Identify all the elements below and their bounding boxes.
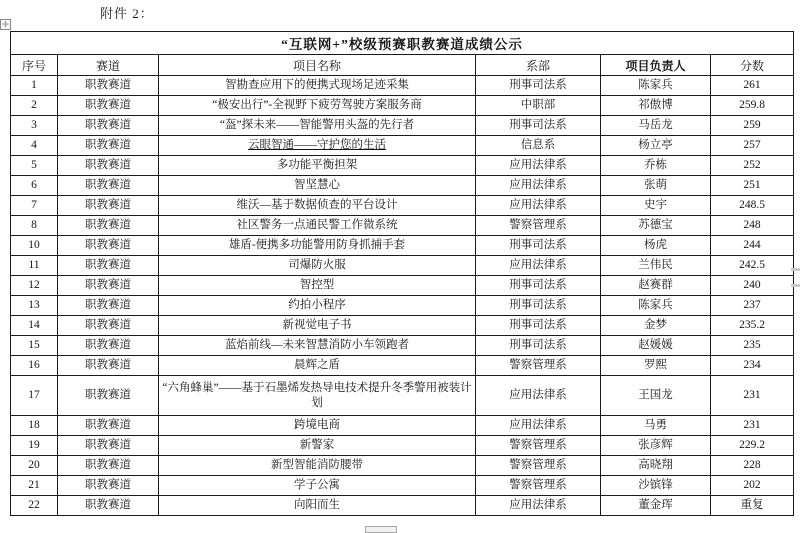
cell-dept: 应用法律系 — [476, 176, 601, 196]
cell-dept: 警察管理系 — [476, 436, 601, 456]
table-row — [11, 456, 794, 476]
cell-project: 智坚慧心 — [159, 176, 476, 196]
table-header-row — [11, 55, 794, 76]
col-header-track: 赛道 — [58, 55, 159, 76]
cell-leader: 王国龙 — [601, 376, 711, 416]
cell-no: 8 — [11, 216, 58, 236]
cell-score: 257 — [711, 136, 794, 156]
cell-no: 19 — [11, 436, 58, 456]
cell-dept: 警察管理系 — [476, 356, 601, 376]
cell-project: 多功能平衡担架 — [159, 156, 476, 176]
cell-no: 5 — [11, 156, 58, 176]
cell-score: 244 — [711, 236, 794, 256]
cell-leader: 史宇 — [601, 196, 711, 216]
table-move-handle[interactable]: ✛ — [0, 19, 11, 30]
cell-track: 职教赛道 — [58, 76, 159, 96]
cell-track: 职教赛道 — [58, 256, 159, 276]
cell-leader: 张萌 — [601, 176, 711, 196]
cell-dept: 应用法律系 — [476, 496, 601, 516]
cell-score: 235.2 — [711, 316, 794, 336]
cell-dept: 应用法律系 — [476, 376, 601, 416]
cell-project: 智控型 — [159, 276, 476, 296]
cell-dept: 中职部 — [476, 96, 601, 116]
table-row — [11, 356, 794, 376]
cell-no: 22 — [11, 496, 58, 516]
cell-track: 职教赛道 — [58, 496, 159, 516]
cell-dept: 警察管理系 — [476, 456, 601, 476]
cell-score: 261 — [711, 76, 794, 96]
cell-track: 职教赛道 — [58, 116, 159, 136]
col-header-project: 项目名称 — [159, 55, 476, 76]
table-row — [11, 216, 794, 236]
cell-track: 职教赛道 — [58, 156, 159, 176]
table-body — [11, 32, 794, 516]
cell-dept: 应用法律系 — [476, 156, 601, 176]
results-table — [10, 31, 794, 516]
cell-project: 雄盾-便携多功能警用防身抓捕手套 — [159, 236, 476, 256]
cell-no: 1 — [11, 76, 58, 96]
cell-leader: 祁傲博 — [601, 96, 711, 116]
cell-score: 248 — [711, 216, 794, 236]
cell-project: 维沃—基于数据侦查的平台设计 — [159, 196, 476, 216]
table-row — [11, 276, 794, 296]
cell-no: 12 — [11, 276, 58, 296]
table-title: “互联网+”校级预赛职教赛道成绩公示 — [11, 32, 794, 55]
cell-leader: 马岳龙 — [601, 116, 711, 136]
cell-track: 职教赛道 — [58, 296, 159, 316]
cell-project: 蓝焰前线—未来智慧消防小车领跑者 — [159, 336, 476, 356]
cell-project: 晨辉之盾 — [159, 356, 476, 376]
cell-no: 21 — [11, 476, 58, 496]
cell-score: 229.2 — [711, 436, 794, 456]
cell-no: 15 — [11, 336, 58, 356]
cell-dept: 刑事司法系 — [476, 76, 601, 96]
cell-track: 职教赛道 — [58, 176, 159, 196]
cell-no: 17 — [11, 376, 58, 416]
table-row — [11, 476, 794, 496]
cell-no: 6 — [11, 176, 58, 196]
cell-project: 新警家 — [159, 436, 476, 456]
cell-project: 跨境电商 — [159, 416, 476, 436]
cell-dept: 警察管理系 — [476, 216, 601, 236]
table-row — [11, 496, 794, 516]
cell-score: 242.5 — [711, 256, 794, 276]
horizontal-scrollbar-thumb[interactable] — [365, 526, 397, 533]
cell-dept: 警察管理系 — [476, 476, 601, 496]
cell-score: 202 — [711, 476, 794, 496]
cell-track: 职教赛道 — [58, 376, 159, 416]
cell-dept: 应用法律系 — [476, 416, 601, 436]
cell-score: 231 — [711, 416, 794, 436]
cell-track: 职教赛道 — [58, 236, 159, 256]
cell-score: 235 — [711, 336, 794, 356]
table-row — [11, 156, 794, 176]
attachment-label: 附件 2： — [100, 6, 154, 21]
col-header-dept: 系部 — [476, 55, 601, 76]
col-header-leader: 项目负责人 — [601, 55, 711, 76]
cell-project: 司爆防火服 — [159, 256, 476, 276]
cell-no: 7 — [11, 196, 58, 216]
cell-project: 智勘查应用下的便携式现场足迹采集 — [159, 76, 476, 96]
cell-no: 13 — [11, 296, 58, 316]
cell-leader: 赵赛群 — [601, 276, 711, 296]
cell-dept: 信息系 — [476, 136, 601, 156]
cell-score: 231 — [711, 376, 794, 416]
cell-track: 职教赛道 — [58, 96, 159, 116]
cell-score: 259 — [711, 116, 794, 136]
cell-leader: 金梦 — [601, 316, 711, 336]
cell-no: 16 — [11, 356, 58, 376]
cell-track: 职教赛道 — [58, 336, 159, 356]
table-row — [11, 136, 794, 156]
cell-track: 职教赛道 — [58, 456, 159, 476]
cell-dept: 刑事司法系 — [476, 236, 601, 256]
cell-project: 云眼智通——守护您的生活 — [159, 136, 476, 156]
cell-track: 职教赛道 — [58, 436, 159, 456]
cell-project: 新型智能消防腰带 — [159, 456, 476, 476]
table-row — [11, 296, 794, 316]
cell-track: 职教赛道 — [58, 316, 159, 336]
cell-score: 252 — [711, 156, 794, 176]
cell-dept: 应用法律系 — [476, 196, 601, 216]
cell-project: 向阳而生 — [159, 496, 476, 516]
cell-track: 职教赛道 — [58, 476, 159, 496]
table-row — [11, 76, 794, 96]
right-margin-mark — [791, 268, 800, 271]
cell-dept: 刑事司法系 — [476, 296, 601, 316]
cell-dept: 刑事司法系 — [476, 276, 601, 296]
cell-score: 228 — [711, 456, 794, 476]
cell-score: 重复 — [711, 496, 794, 516]
cell-leader: 张彦辉 — [601, 436, 711, 456]
table-row — [11, 336, 794, 356]
cell-project: “六角蜂巢”——基于石墨烯发热导电技术提升冬季警用被装计划 — [159, 376, 476, 416]
cell-leader: 罗熙 — [601, 356, 711, 376]
cell-score: 234 — [711, 356, 794, 376]
cell-dept: 应用法律系 — [476, 256, 601, 276]
cell-leader: 陈家兵 — [601, 296, 711, 316]
cell-no: 18 — [11, 416, 58, 436]
table-row — [11, 376, 794, 416]
cell-leader: 高晓翔 — [601, 456, 711, 476]
cell-leader: 马勇 — [601, 416, 711, 436]
col-header-no: 序号 — [11, 55, 58, 76]
cell-leader: 董金珲 — [601, 496, 711, 516]
table-row — [11, 176, 794, 196]
cell-no: 10 — [11, 236, 58, 256]
cell-score: 237 — [711, 296, 794, 316]
cell-leader: 苏德宝 — [601, 216, 711, 236]
cell-project: 新视觉电子书 — [159, 316, 476, 336]
cell-track: 职教赛道 — [58, 136, 159, 156]
cell-score: 248.5 — [711, 196, 794, 216]
cell-leader: 杨虎 — [601, 236, 711, 256]
cell-score: 259.8 — [711, 96, 794, 116]
cell-track: 职教赛道 — [58, 196, 159, 216]
cell-no: 14 — [11, 316, 58, 336]
cell-score: 251 — [711, 176, 794, 196]
cell-leader: 兰伟民 — [601, 256, 711, 276]
cell-track: 职教赛道 — [58, 276, 159, 296]
table-row — [11, 316, 794, 336]
table-row — [11, 236, 794, 256]
cell-leader: 赵媛媛 — [601, 336, 711, 356]
cell-project: 社区警务一点通民警工作微系统 — [159, 216, 476, 236]
cell-leader: 杨立亭 — [601, 136, 711, 156]
table-row — [11, 256, 794, 276]
cell-dept: 刑事司法系 — [476, 316, 601, 336]
cell-track: 职教赛道 — [58, 216, 159, 236]
cell-track: 职教赛道 — [58, 356, 159, 376]
table-row — [11, 116, 794, 136]
cell-project: “盔”探未来——智能警用头盔的先行者 — [159, 116, 476, 136]
cell-leader: 乔栋 — [601, 156, 711, 176]
cell-score: 240 — [711, 276, 794, 296]
cell-no: 3 — [11, 116, 58, 136]
cell-no: 11 — [11, 256, 58, 276]
cell-leader: 陈家兵 — [601, 76, 711, 96]
cell-project: “极安出行”-全视野下疲劳驾驶方案服务商 — [159, 96, 476, 116]
table-row — [11, 196, 794, 216]
col-header-score: 分数 — [711, 55, 794, 76]
cell-no: 2 — [11, 96, 58, 116]
table-row — [11, 96, 794, 116]
cell-project: 学子公寓 — [159, 476, 476, 496]
cell-project: 约拍小程序 — [159, 296, 476, 316]
table-row — [11, 436, 794, 456]
cell-dept: 刑事司法系 — [476, 116, 601, 136]
cell-leader: 沙镔锋 — [601, 476, 711, 496]
cell-track: 职教赛道 — [58, 416, 159, 436]
right-margin-mark — [791, 284, 800, 287]
table-title-row — [11, 32, 794, 55]
cell-no: 4 — [11, 136, 58, 156]
cell-dept: 刑事司法系 — [476, 336, 601, 356]
cell-no: 20 — [11, 456, 58, 476]
table-row — [11, 416, 794, 436]
